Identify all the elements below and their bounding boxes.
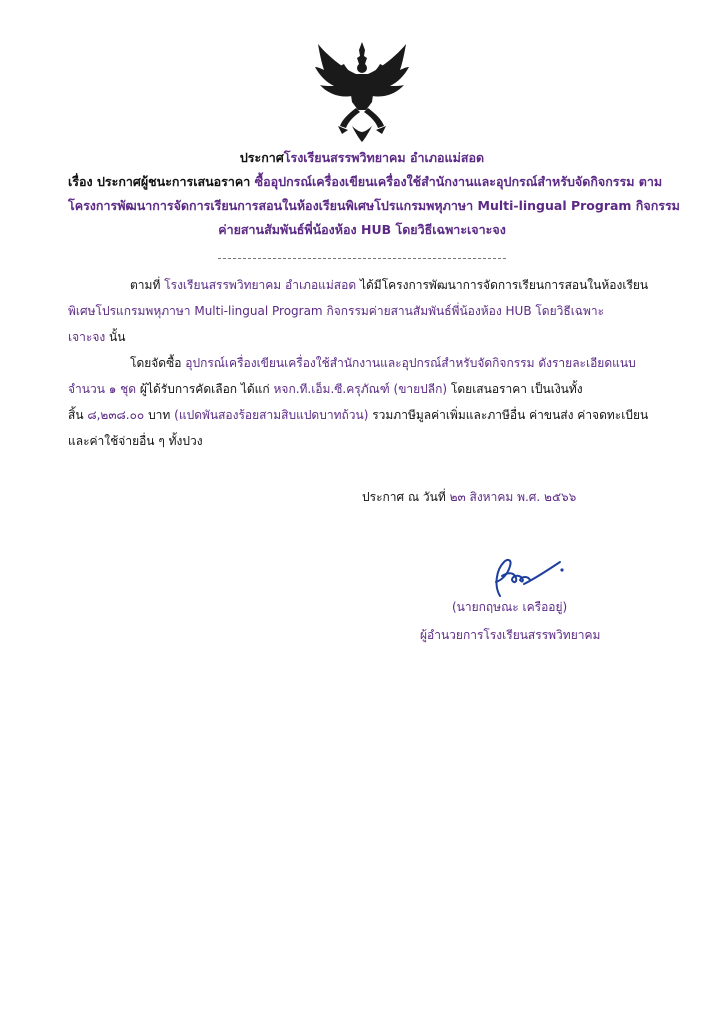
paragraph-2-line-1 <box>68 350 656 376</box>
body-text <box>68 272 656 454</box>
text-span: รวมภาษีมูลค่าเพิ่มและภาษีอื่น ค่าขนส่ง ค่าจดทะเบียน <box>368 408 649 422</box>
paragraph-1-line-1 <box>68 272 656 298</box>
subject-line-2: โครงการพัฒนาการจัดการเรียนการสอนในห้องเรียนพิเศษโปรแกรมพหุภาษา Multi-lingual Program กิจกรรม <box>68 198 680 213</box>
subject-line-1 <box>68 170 663 194</box>
school-name: โรงเรียนสรรพวิทยาคม อำเภอแม่สอด <box>164 278 357 292</box>
dashed-divider <box>218 258 506 259</box>
quantity: จำนวน ๑ ชุด <box>68 382 137 396</box>
paragraph-2-line-2 <box>68 376 656 402</box>
text-span: เจาะจง <box>68 330 106 344</box>
text-span: นั้น <box>105 330 126 344</box>
price-in-words: (แปดพันสองร้อยสามสิบแปดบาทถ้วน) <box>174 408 369 422</box>
announce-prefix: ประกาศ ณ วันที่ <box>362 490 450 504</box>
issuer-name: โรงเรียนสรรพวิทยาคม อำเภอแม่สอด <box>283 150 485 165</box>
text-span: สิ้น <box>68 408 88 422</box>
announcement-date-line <box>362 488 576 507</box>
subject-line-3: ค่ายสานสัมพันธ์พี่น้องห้อง HUB โดยวิธีเฉพาะเจาะจง <box>218 222 506 237</box>
issuer-heading <box>0 148 724 168</box>
subject-block <box>68 170 680 242</box>
paragraph-2-line-3 <box>68 402 656 428</box>
garuda-emblem-icon <box>312 40 412 142</box>
text-span: ตามที่ <box>130 278 165 292</box>
text-span: ผู้ได้รับการคัดเลือก ได้แก่ <box>136 382 274 396</box>
purchase-item: อุปกรณ์เครื่องเขียนเครื่องใช้สำนักงานและอุปกรณ์สำหรับจัดกิจกรรม ดังรายละเอียดแนบ <box>185 356 636 370</box>
announce-date: ๒๓ สิงหาคม พ.ศ. ๒๕๖๖ <box>449 490 577 504</box>
text-span: บาท <box>144 408 175 422</box>
handwritten-signature <box>478 550 568 602</box>
text-span: ได้มีโครงการพัฒนาการจัดการเรียนการสอนในห้องเรียน <box>356 278 649 292</box>
signer-position: ผู้อำนวยการโรงเรียนสรรพวิทยาคม <box>420 628 601 642</box>
winner-name: หจก.ที.เอ็ม.ซี.ครุภัณฑ์ (ขายปลีก) <box>273 382 448 396</box>
subject-label: เรื่อง <box>68 174 93 189</box>
signer-name: (นายกฤษณะ เครืออยู่) <box>452 600 568 614</box>
issuer-prefix: ประกาศ <box>239 150 284 165</box>
paragraph-1-line-3 <box>68 324 656 350</box>
subject-detail: ซื้ออุปกรณ์เครื่องเขียนเครื่องใช้สำนักงานและอุปกรณ์สำหรับจัดกิจกรรม ตาม <box>254 174 663 189</box>
paragraph-1-line-2: พิเศษโปรแกรมพหุภาษา Multi-lingual Program กิจกรรมค่ายสานสัมพันธ์พี่น้องห้อง HUB โดยวิธีเฉพาะ <box>68 304 605 318</box>
text-span: โดยจัดซื้อ <box>130 356 186 370</box>
announcement-type: ประกาศผู้ชนะการเสนอราคา <box>96 174 251 189</box>
paragraph-2-line-4: และค่าใช้จ่ายอื่น ๆ ทั้งปวง <box>68 434 203 448</box>
price-amount: ๘,๒๓๘.๐๐ <box>87 408 145 422</box>
text-span: โดยเสนอราคา เป็นเงินทั้ง <box>447 382 583 396</box>
